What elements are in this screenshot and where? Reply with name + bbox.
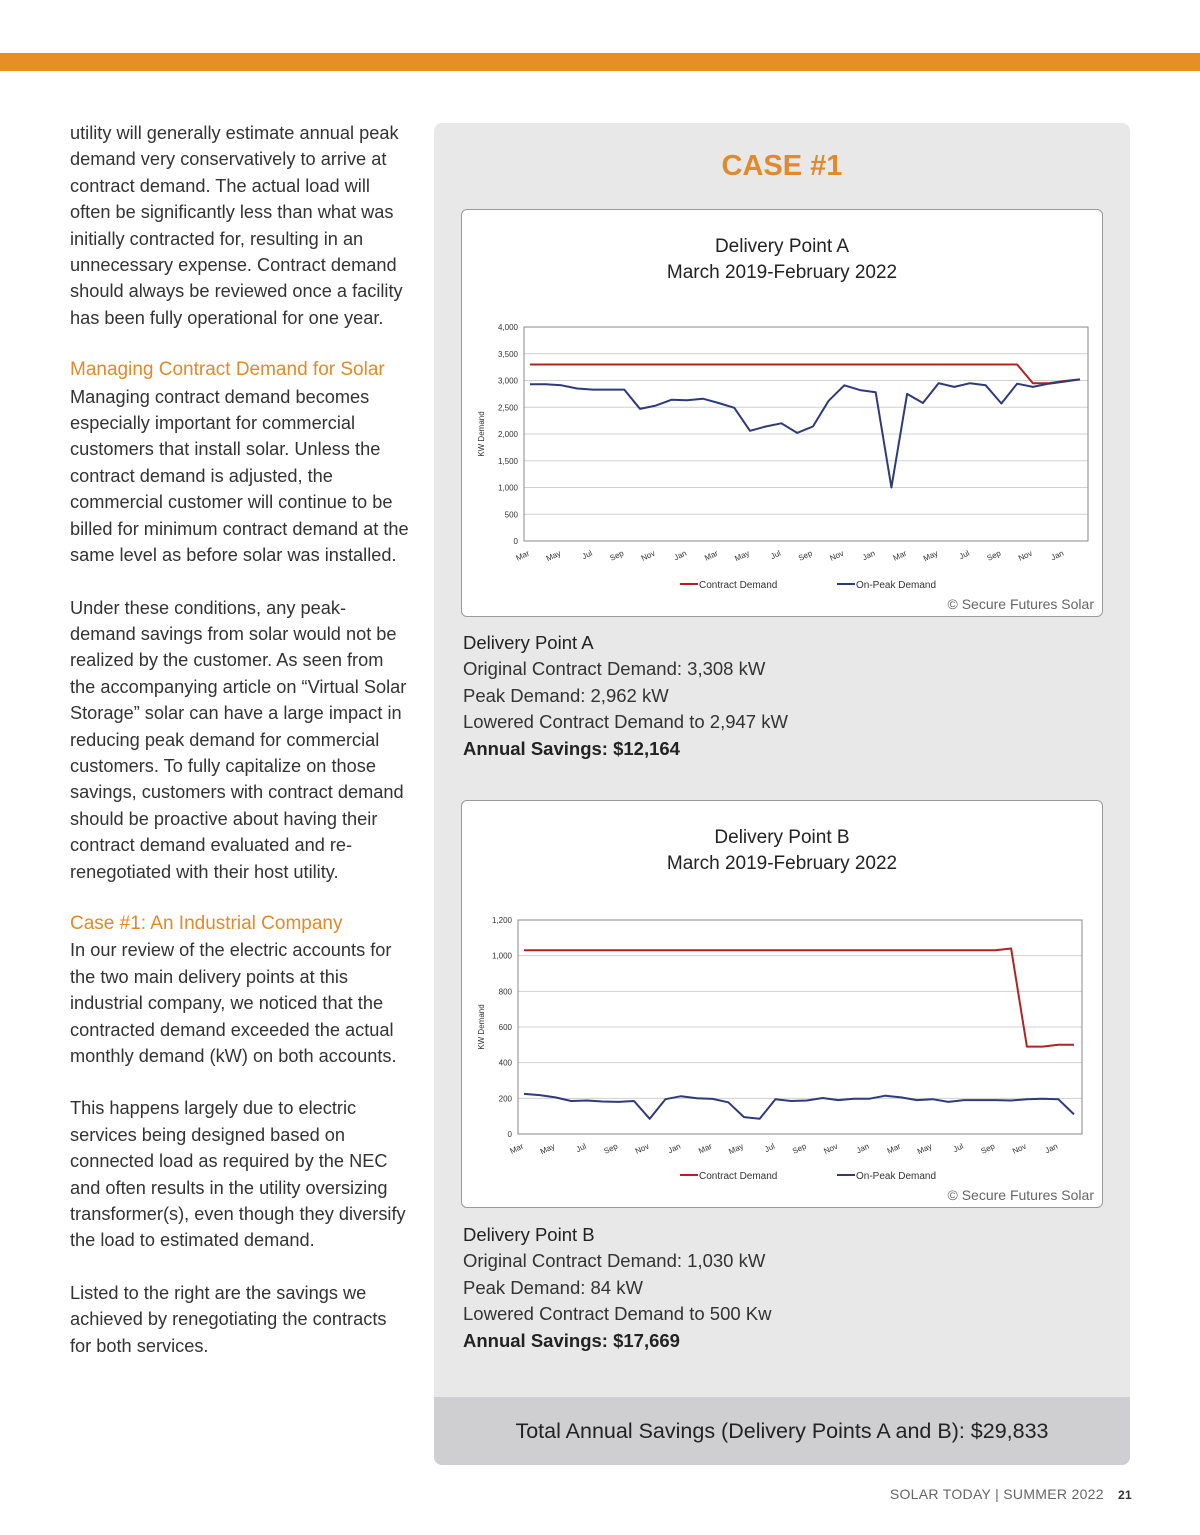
series-on-peak-demand	[530, 379, 1080, 487]
x-tick-label: May	[727, 1141, 745, 1157]
page-footer	[890, 1486, 1132, 1502]
stats-b-peak: Peak Demand: 84 kW	[463, 1276, 643, 1298]
legend-label: On-Peak Demand	[856, 1171, 937, 1182]
x-tick-label: Jan	[666, 1141, 682, 1156]
chart-title: Delivery Point B	[714, 827, 850, 848]
x-tick-label: Jul	[769, 548, 783, 562]
stats-a-original: Original Contract Demand: 3,308 kW	[463, 658, 766, 680]
y-tick-label: 3,000	[497, 376, 518, 386]
x-tick-label: Mar	[514, 548, 531, 563]
line-chart-svg	[462, 210, 1102, 616]
x-tick-label: Mar	[703, 548, 720, 563]
x-tick-label: Jan	[855, 1141, 871, 1156]
y-tick-label: 1,000	[497, 483, 518, 493]
stats-a-lowered: Lowered Contract Demand to 2,947 kW	[463, 711, 788, 733]
series-contract-demand	[524, 949, 1074, 1047]
y-axis-label: KW Demand	[477, 411, 486, 457]
x-tick-label: Sep	[608, 548, 626, 563]
chart-subtitle: March 2019-February 2022	[666, 262, 898, 283]
x-tick-label: Jul	[580, 548, 594, 562]
stats-a-heading: Delivery Point A	[463, 632, 594, 653]
total-savings-bar	[434, 1397, 1130, 1465]
legend-label: Contract Demand	[699, 1171, 778, 1182]
y-tick-label: 2,500	[497, 403, 518, 413]
x-tick-label: May	[538, 1141, 557, 1157]
legend-label: On-Peak Demand	[856, 580, 937, 591]
x-tick-label: Nov	[828, 548, 846, 563]
y-tick-label: 0	[513, 537, 518, 546]
x-tick-label: Jul	[957, 548, 971, 562]
heading-case-1: Case #1: An Industrial Company	[70, 912, 343, 934]
chart-credit: © Secure Futures Solar	[947, 1187, 1094, 1203]
y-tick-label: 500	[504, 510, 518, 520]
chart-delivery-point-b	[461, 800, 1103, 1208]
x-tick-label: May	[915, 1141, 934, 1157]
legend-label: Contract Demand	[699, 580, 778, 591]
total-savings-text: Total Annual Savings (Delivery Points A and B): $29,833	[515, 1418, 1049, 1443]
footer-publication: SOLAR TODAY	[889, 1486, 991, 1502]
x-tick-label: Jan	[672, 548, 688, 563]
x-tick-label: Mar	[891, 548, 908, 563]
y-tick-label: 800	[498, 987, 512, 997]
x-tick-label: May	[544, 548, 563, 564]
y-tick-label: 4,000	[497, 323, 518, 332]
x-tick-label: Sep	[796, 548, 814, 563]
chart-credit: © Secure Futures Solar	[947, 596, 1094, 612]
stats-a-peak: Peak Demand: 2,962 kW	[463, 684, 669, 706]
y-tick-label: 1,200	[491, 916, 512, 925]
x-tick-label: Nov	[1010, 1141, 1028, 1156]
stats-b-original: Original Contract Demand: 1,030 kW	[463, 1250, 766, 1272]
x-tick-label: Sep	[602, 1141, 620, 1156]
x-tick-label: Mar	[885, 1141, 902, 1156]
y-tick-label: 400	[498, 1058, 512, 1068]
footer-separator: |	[995, 1486, 1000, 1502]
y-tick-label: 1,000	[491, 951, 512, 961]
paragraph-listed: Listed to the right are the savings we achieved by renegotiating the contracts for both services.	[70, 1282, 387, 1356]
paragraph-nec: This happens largely due to electric services being designed based on connected load as required by the NEC and often results in the utility oversizing transformer(s), even though they diversify the load to estimated demand.	[70, 1098, 406, 1251]
x-tick-label: Sep	[979, 1141, 997, 1156]
x-tick-label: Jan	[1043, 1141, 1060, 1156]
top-accent-bar	[0, 53, 1200, 71]
x-tick-label: May	[733, 548, 751, 564]
x-tick-label: Nov	[1016, 548, 1034, 563]
x-tick-label: Nov	[633, 1141, 651, 1156]
stats-b-heading: Delivery Point B	[463, 1224, 595, 1245]
stats-b-savings: Annual Savings: $17,669	[463, 1329, 680, 1351]
x-tick-label: Nov	[822, 1141, 840, 1156]
x-tick-label: Jul	[574, 1141, 588, 1155]
y-tick-label: 200	[498, 1094, 512, 1104]
y-tick-label: 3,500	[497, 349, 518, 359]
y-tick-label: 1,500	[497, 456, 518, 466]
case-title: CASE #1	[721, 150, 843, 182]
y-axis-label: KW Demand	[477, 1004, 486, 1050]
x-tick-label: Jul	[951, 1141, 965, 1155]
chart-subtitle: March 2019-February 2022	[666, 853, 898, 874]
paragraph-conditions: Under these conditions, any peak-demand savings from solar would not be realized by the customer. As seen from the accompanying article on “Virtual Solar Storage” solar can have a large impact in reducing peak demand for commercial customers. To fully capitalize on those savings, customers with contract demand should be proactive about having their contract demand evaluated and re-renegotiated with their host utility.	[70, 597, 407, 882]
x-tick-label: Jan	[1049, 548, 1066, 563]
x-tick-label: Nov	[639, 548, 657, 563]
paragraph-review: In our review of the electric accounts for the two main delivery points at this industrial company, we noticed that the contracted demand exceeded the actual monthly demand (kW) on both accounts.	[70, 940, 397, 1066]
stats-b-lowered: Lowered Contract Demand to 500 Kw	[463, 1303, 772, 1325]
paragraph-intro: utility will generally estimate annual peak demand very conservatively to arrive at contract demand. The actual load will often be significantly less than what was initially contracted for, resulting in an unnecessary expense. Contract demand should always be reviewed once a facility has been fully operational for one year.	[70, 123, 403, 328]
chart-delivery-point-a	[461, 209, 1103, 617]
y-tick-label: 2,000	[497, 430, 518, 439]
paragraph-managing: Managing contract demand becomes especially important for commercial customers that install solar. Unless the contract demand is adjusted, the commercial customer will continue to be billed for minimum contract demand at the same level as before solar was installed.	[70, 386, 409, 566]
x-tick-label: Mar	[697, 1141, 714, 1156]
x-tick-label: Sep	[985, 548, 1003, 563]
x-tick-label: Sep	[790, 1141, 808, 1156]
heading-managing-contract-demand: Managing Contract Demand for Solar	[70, 359, 385, 381]
line-chart-svg	[462, 801, 1102, 1207]
article-left-column	[70, 120, 410, 1385]
series-on-peak-demand	[524, 1094, 1074, 1119]
x-tick-label: Mar	[508, 1141, 525, 1156]
footer-page-number: 21	[1118, 1488, 1132, 1502]
y-tick-label: 600	[498, 1023, 512, 1032]
stats-delivery-point-a	[463, 630, 1103, 762]
stats-a-savings: Annual Savings: $12,164	[463, 737, 680, 759]
chart-title: Delivery Point A	[714, 236, 850, 257]
x-tick-label: May	[921, 548, 940, 564]
y-tick-label: 0	[507, 1130, 512, 1139]
stats-delivery-point-b	[463, 1222, 1103, 1354]
x-tick-label: Jan	[861, 548, 877, 563]
footer-issue: SUMMER 2022	[1003, 1486, 1104, 1502]
x-tick-label: Jul	[763, 1141, 777, 1155]
